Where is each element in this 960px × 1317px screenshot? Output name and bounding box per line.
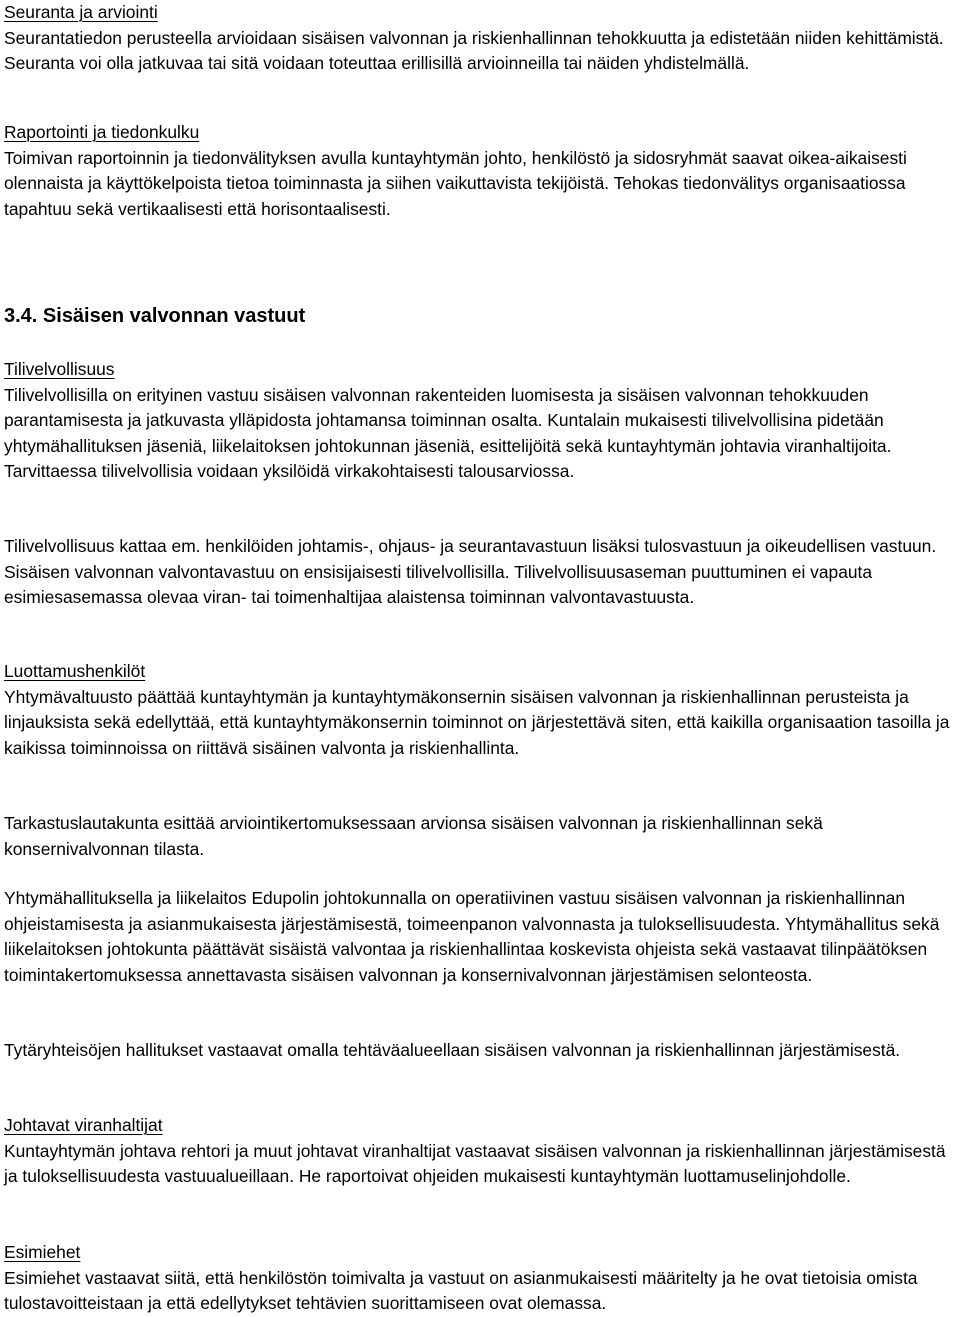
paragraph-esimiehet: Esimiehet vastaavat siitä, että henkilöstön toimivalta ja vastuut on asianmukaisesti määritelty ja he ovat tietoisia omista tulostavoitteistaan ja että edellytykset tehtävien suorittamiseen ovat olemassa. (4, 1267, 918, 1313)
subsection-luottamushenkilot (4, 659, 958, 761)
paragraph-raportointi: Toimivan raportoinnin ja tiedonvälityksen avulla kuntayhtymän johto, henkilöstö ja sidosryhmät saavat oikea-aikaisesti olennaista ja käyttökelpoista tietoa toiminnasta ja siihen vaikuttavista tekijöistä. Tehokas tiedonvälitys organisaatiossa tapahtuu sekä vertikaalisesti että horisontaalisesti. (4, 147, 907, 219)
paragraph-seuranta: Seurantatiedon perusteella arvioidaan sisäisen valvonnan ja riskienhallinnan tehokkuutta ja edistetään niiden kehittämistä. Seuranta voi olla jatkuvaa tai sitä voidaan toteuttaa erillisillä arvioinneilla tai näiden yhdistelmällä. (4, 27, 944, 73)
paragraph-luottamushenkilot-2: Tarkastuslautakunta esittää arviointikertomuksessaan arvionsa sisäisen valvonnan ja riskienhallinnan sekä konsernivalvonnan tilasta. (4, 813, 823, 859)
paragraph-tilivelvollisuus-2: Tilivelvollisuus kattaa em. henkilöiden johtamis-, ohjaus- ja seurantavastuun lisäksi tulosvastuun ja oikeudellisen vastuun. Sisäisen valvonnan valvontavastuu on ensisijaisesti tilivelvollisilla. Tilivelvollisuusaseman puuttuminen ei vapauta esimiesasemassa olevaa viran- tai toimenhaltijaa alaistensa toiminnan valvontavastuusta. (4, 536, 937, 607)
subsection-heading-johtavat-viranhaltijat: Johtavat viranhaltijat (4, 1115, 163, 1135)
paragraph-johtavat-viranhaltijat: Kuntayhtymän johtava rehtori ja muut johtavat viranhaltijat vastaavat sisäisen valvonnan ja riskienhallinnan järjestämisestä ja tuloksellisuudesta vastuualueillaan. He raportoivat ohjeiden mukaisesti kuntayhtymän luottamuselinjohdolle. (4, 1140, 946, 1186)
subsection-tilivelvollisuus (4, 357, 958, 485)
subsection-esimiehet (4, 1240, 958, 1317)
paragraph-luottamushenkilot-3: Yhtymähallituksella ja liikelaitos Edupolin johtokunnalla on operatiivinen vastuu sisäisen valvonnan ja riskienhallinnan ohjeistamisesta ja asianmukaisesta järjestämisestä, toimeenpanon valvonnasta ja tuloksellisuudesta. Yhtymähallitus sekä liikelaitoksen johtokunta päättävät sisäistä valvontaa ja riskienhallintaa koskevista ohjeista sekä vastaavat tilinpäätöksen toimintakertomuksessa annettavasta sisäisen valvonnan ja konsernivalvonnan järjestämisen selonteosta. (4, 888, 940, 985)
main-section-title: 3.4. Sisäisen valvonnan vastuut (4, 305, 306, 327)
section-seuranta (4, 0, 958, 77)
subsection-johtavat-viranhaltijat (4, 1113, 958, 1190)
subsection-heading-luottamushenkilot: Luottamushenkilöt (4, 661, 146, 681)
subsection-heading-tilivelvollisuus: Tilivelvollisuus (4, 359, 115, 379)
section-heading-seuranta: Seuranta ja arviointi (4, 2, 158, 22)
paragraph-luottamushenkilot-1: Yhtymävaltuusto päättää kuntayhtymän ja kuntayhtymäkonsernin sisäisen valvonnan ja riskienhallinnan perusteista ja linjauksista sekä edellyttää, että kuntayhtymäkonsernin toiminnot on järjestettävä siten, että kaikilla organisaation tasoilla ja kaikissa toiminnoissa on riittävä sisäinen valvonta ja riskienhallinta. (4, 686, 950, 758)
paragraph-tilivelvollisuus-1: Tilivelvollisilla on erityinen vastuu sisäisen valvonnan rakenteiden luomisesta ja sisäisen valvonnan tehokkuuden parantamisesta ja jatkuvasta ylläpidosta johtamansa toiminnan osalta. Kuntalain mukaisesti tilivelvollisina pidetään yhtymähallituksen jäseniä, liikelaitoksen johtokunnan jäseniä, esittelijöitä sekä kuntayhtymän johtavia viranhaltijoita. Tarvittaessa tilivelvollisia voidaan yksilöidä virkakohtaisesti talousarviossa. (4, 384, 892, 481)
subsection-heading-esimiehet: Esimiehet (4, 1242, 81, 1262)
section-heading-raportointi: Raportointi ja tiedonkulku (4, 122, 200, 142)
section-raportointi (4, 120, 958, 222)
paragraph-luottamushenkilot-4: Tytäryhteisöjen hallitukset vastaavat omalla tehtäväalueellaan sisäisen valvonnan ja riskienhallinnan järjestämisestä. (4, 1040, 901, 1060)
